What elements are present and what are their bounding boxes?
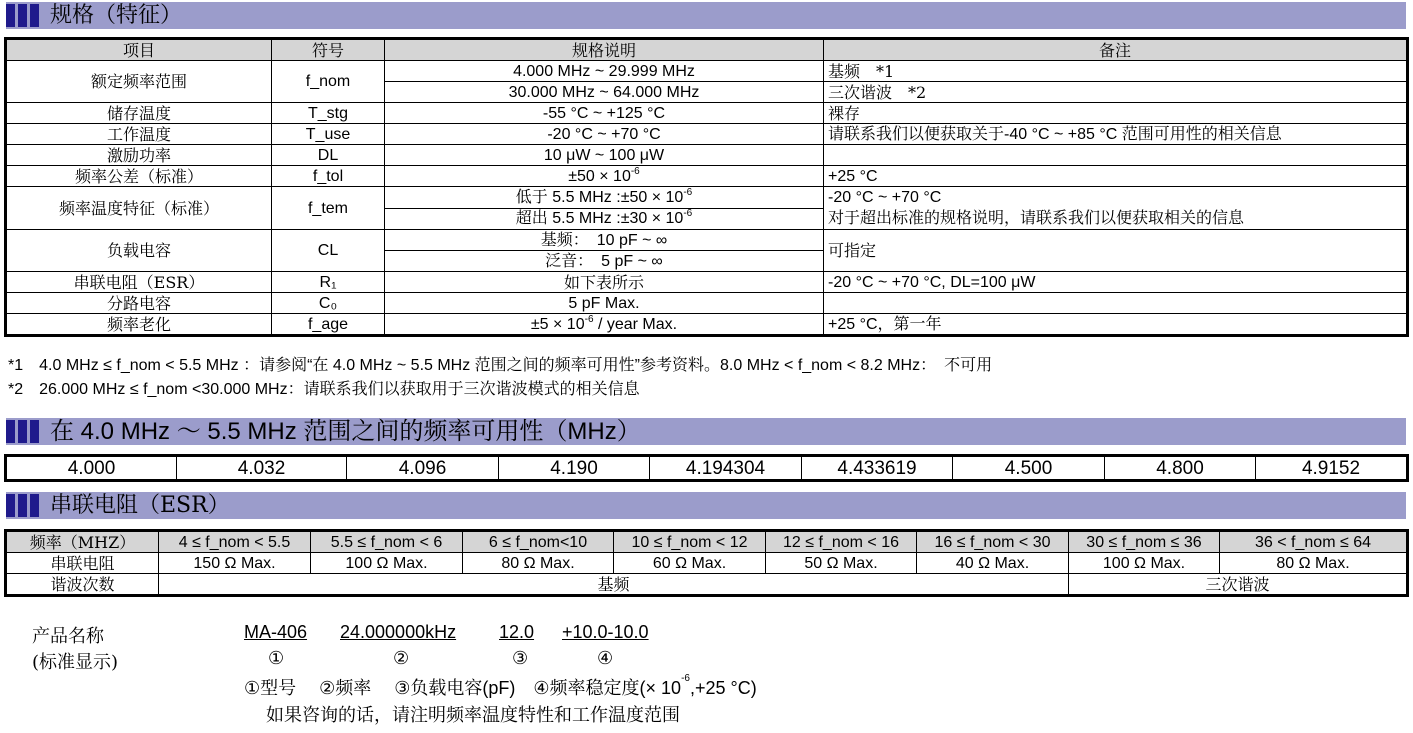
range-cell: 16 ≤ f_nom < 30 [917, 532, 1069, 553]
item-cell: 额定频率范围 [7, 61, 272, 103]
range-cell: 12 ≤ f_nom < 16 [766, 532, 917, 553]
row-label: 频率（MHZ） [7, 532, 159, 553]
note-cell: 三次谐波 *2 [824, 82, 1407, 103]
section-bar-esr [6, 492, 1406, 519]
esr-value: 40 Ω Max. [917, 553, 1069, 574]
item-cell: 激励功率 [7, 145, 272, 166]
bar-square [30, 494, 39, 517]
spec-cell: 10 μW ~ 100 μW [385, 145, 824, 166]
exponent: -6 [584, 313, 594, 325]
section-bar-frequency [6, 418, 1406, 445]
spec-text: 低于 5.5 MHz :±50 × 10 [515, 188, 684, 206]
row-label: 谐波次数 [7, 574, 159, 595]
footnote-1: *1 4.0 MHz ≤ f_nom < 5.5 MHz ：请参阅“在 4.0 MHz ~ 5.5 MHz 范围之间的频率可用性”参考资料。8.0 MHz < f_nom < 8.2 MHz： 不可用 [8, 357, 993, 374]
spec-cell: -20 °C ~ +70 °C [385, 124, 824, 145]
table-row [7, 314, 1407, 335]
product-label-sub: (标准显示) [32, 652, 119, 673]
spec-text: ±50 × 10 [568, 167, 631, 185]
part-frequency: 24.000000kHz [340, 622, 457, 642]
exponent: -6 [683, 208, 693, 220]
spec-cell: 30.000 MHz ~ 64.000 MHz [385, 82, 824, 103]
table-row [7, 187, 1407, 209]
symbol-cell: CL [272, 230, 385, 272]
item-cell: 频率老化 [7, 314, 272, 335]
table-row [7, 457, 1407, 480]
item-cell: 储存温度 [7, 103, 272, 124]
freq-cell: 4.096 [347, 457, 499, 480]
bar-square [18, 4, 27, 27]
table-row [7, 103, 1407, 124]
freq-cell: 4.194304 [650, 457, 802, 480]
section-title: 规格（特征） [50, 3, 183, 28]
note-cell [824, 293, 1407, 314]
range-cell: 4 ≤ f_nom < 5.5 [159, 532, 311, 553]
exponent: -6 [681, 673, 690, 684]
header-symbol: 符号 [272, 40, 385, 61]
esr-value: 150 Ω Max. [159, 553, 311, 574]
symbol-cell: T_stg [272, 103, 385, 124]
note-cell: +25 °C，第一年 [824, 314, 1407, 335]
esr-value: 50 Ω Max. [766, 553, 917, 574]
inquiry-note: 如果咨询的话，请注明频率温度特性和工作温度范围 [266, 705, 680, 726]
symbol-cell: R₁ [272, 272, 385, 293]
header-spec: 规格说明 [385, 40, 824, 61]
spec-cell: 基频： 10 pF ~ ∞ [385, 230, 824, 251]
symbol-cell: f_age [272, 314, 385, 335]
symbol-cell: f_tol [272, 166, 385, 187]
range-cell: 30 ≤ f_nom ≤ 36 [1069, 532, 1220, 553]
symbol-cell: DL [272, 145, 385, 166]
spec-cell [385, 166, 824, 187]
legend-text: ①型号 ②频率 ③负载电容(pF) ④频率稳定度(× 10 [244, 678, 682, 698]
freq-cell: 4.000 [7, 457, 177, 480]
marker-1: ① [268, 648, 285, 668]
esr-value: 60 Ω Max. [614, 553, 766, 574]
table-row [7, 293, 1407, 314]
spec-text: ±5 × 10 [530, 315, 585, 333]
part-load-cap: 12.0 [499, 622, 535, 642]
freq-cell: 4.433619 [802, 457, 953, 480]
marker-2: ② [393, 648, 410, 668]
table-row [7, 145, 1407, 166]
bar-square [6, 494, 15, 517]
esr-value: 100 Ω Max. [311, 553, 463, 574]
frequency-table [6, 456, 1407, 480]
table-row [7, 124, 1407, 145]
symbol-cell: C₀ [272, 293, 385, 314]
item-cell: 负载电容 [7, 230, 272, 272]
note-cell [824, 145, 1407, 166]
esr-value: 80 Ω Max. [1220, 553, 1407, 574]
spec-cell [385, 208, 824, 230]
marker-4: ④ [597, 648, 614, 668]
footnote-2: *2 26.000 MHz ≤ f_nom <30.000 MHz：请联系我们以获取用于三次谐波模式的相关信息 [8, 381, 640, 398]
bar-square [30, 4, 39, 27]
item-cell: 工作温度 [7, 124, 272, 145]
item-cell: 串联电阻（ESR） [7, 272, 272, 293]
marker-3: ③ [512, 648, 529, 668]
note-cell: 请联系我们以便获取关于-40 °C ~ +85 °C 范围可用性的相关信息 [824, 124, 1407, 145]
spec-cell [385, 187, 824, 209]
bar-square [6, 420, 15, 443]
table-row [7, 166, 1407, 187]
section-bar-spec [6, 2, 1406, 29]
note-cell: 可指定 [824, 230, 1407, 272]
exponent: -6 [683, 186, 693, 198]
spec-cell: -55 °C ~ +125 °C [385, 103, 824, 124]
part-model: MA-406 [244, 622, 308, 642]
note-cell: -20 °C ~ +70 °C, DL=100 μW [824, 272, 1407, 293]
header-item: 项目 [7, 40, 272, 61]
table-header-row [7, 40, 1407, 61]
table-row [7, 230, 1407, 251]
bar-square [30, 420, 39, 443]
range-cell: 6 ≤ f_nom<10 [463, 532, 614, 553]
esr-range-row [7, 532, 1407, 553]
range-cell: 5.5 ≤ f_nom < 6 [311, 532, 463, 553]
row-label: 串联电阻 [7, 553, 159, 574]
exponent: -6 [630, 165, 640, 177]
bar-square [6, 4, 15, 27]
esr-mode-row [7, 574, 1407, 595]
item-cell: 频率公差（标准） [7, 166, 272, 187]
spec-cell: 5 pF Max. [385, 293, 824, 314]
mode-fundamental: 基频 [159, 574, 1069, 595]
esr-value-row [7, 553, 1407, 574]
spec-cell: 泛音： 5 pF ~ ∞ [385, 251, 824, 272]
bar-square [18, 494, 27, 517]
symbol-cell: f_nom [272, 61, 385, 103]
symbol-cell: f_tem [272, 187, 385, 230]
table-row [7, 61, 1407, 82]
part-stability: +10.0-10.0 [562, 622, 649, 642]
legend-text: ,+25 °C) [689, 678, 757, 698]
freq-cell: 4.9152 [1256, 457, 1407, 480]
item-cell: 分路电容 [7, 293, 272, 314]
range-cell: 10 ≤ f_nom < 12 [614, 532, 766, 553]
section-title: 在 4.0 MHz ～ 5.5 MHz 范围之间的频率可用性（MHz） [50, 418, 641, 445]
spec-cell [385, 314, 824, 335]
range-cell: 36 < f_nom ≤ 64 [1220, 532, 1407, 553]
spec-text: / year Max. [593, 315, 678, 333]
symbol-cell: T_use [272, 124, 385, 145]
freq-cell: 4.500 [953, 457, 1105, 480]
freq-cell: 4.032 [177, 457, 347, 480]
esr-value: 80 Ω Max. [463, 553, 614, 574]
note-cell: 裸存 [824, 103, 1407, 124]
header-note: 备注 [824, 40, 1407, 61]
spec-text: 超出 5.5 MHz :±30 × 10 [515, 210, 684, 228]
mode-third-overtone: 三次谐波 [1069, 574, 1407, 595]
spec-cell: 如下表所示 [385, 272, 824, 293]
item-cell: 频率温度特征（标准） [7, 187, 272, 230]
note-cell: 基频 *1 [824, 61, 1407, 82]
section-title: 串联电阻（ESR） [50, 493, 230, 518]
freq-cell: 4.800 [1105, 457, 1256, 480]
esr-value: 100 Ω Max. [1069, 553, 1220, 574]
spec-cell: 4.000 MHz ~ 29.999 MHz [385, 61, 824, 82]
note-line: 对于超出标准的规格说明，请联系我们以便获取相关的信息 [828, 210, 1245, 227]
bar-square [18, 420, 27, 443]
product-label: 产品名称 [32, 626, 104, 647]
note-line: -20 °C ~ +70 °C [828, 189, 942, 206]
esr-table [6, 531, 1407, 595]
legend-line [244, 674, 757, 700]
note-cell: +25 °C [824, 166, 1407, 187]
table-row [7, 272, 1407, 293]
spec-table [6, 39, 1407, 335]
freq-cell: 4.190 [499, 457, 650, 480]
note-cell [824, 187, 1407, 230]
